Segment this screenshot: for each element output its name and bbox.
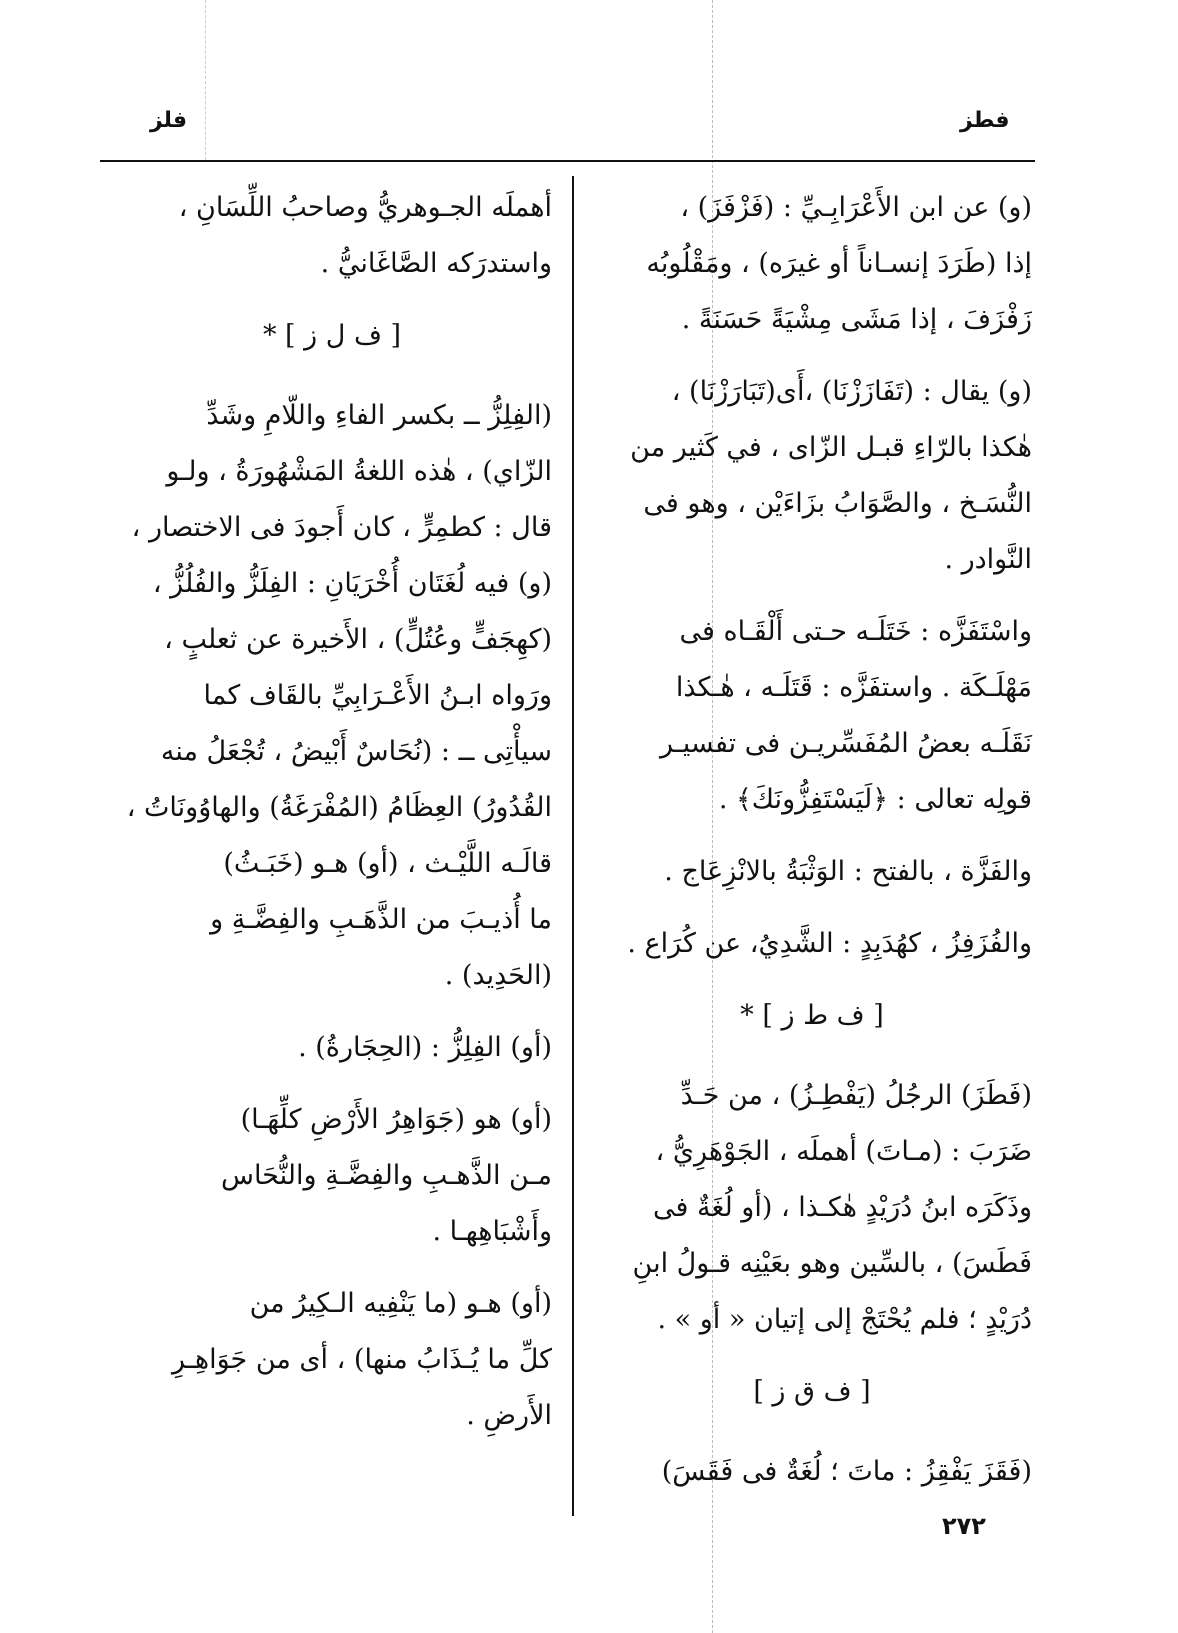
text-line: (و) فيه لُغَتَان أُخْرَيَانِ : الفِلَزُّ والفُلُزُّ ، [152,568,552,599]
text-line: قال : كطمِرٍّ ، كان أَجودَ فى الاختصار ، [131,512,552,543]
text-line: (أو) الفِلِزُّ : (الحِجَارةُ) . [298,1032,552,1063]
text-line: أهملَه الجـوهريُّ وصاحبُ اللِّسَانِ ، [178,192,552,223]
text-line: (كهِجَفٍّ وعُتُلٍّ) ، الأَخيرة عن ثعلبٍ ، [164,624,552,655]
text-line: (فَقَزَ يَفْقِزُ : ماتَ ؛ لُغَةٌ فى فَقَسَ) [661,1456,1032,1487]
text-line: (أو) هو (جَوَاهِرُ الأَرْضِ كلِّهَـا) [240,1104,552,1135]
text-line: القُدُورُ) العِظَامُ (المُفْرَغَةُ) والهاوُونَاتُ ، [126,792,552,823]
paragraph [112,1092,552,1260]
scan-artifact-line [205,0,207,160]
text-line: وذَكَرَه ابنُ دُرَيْدٍ هٰكـذا ، (أو لُغَةٌ فى [652,1192,1032,1223]
text-line: الأَرضِ . [466,1400,552,1431]
text-line: سيأْتِى ــ : (نُحَاسٌ أَبْيضُ ، تُجْعَلُ منه [160,736,552,767]
entry-heading: [ ف ل ز ] * [262,320,402,351]
header-left-word: فلز [150,108,188,133]
text-line: فَطَسَ) ، بالسِّين وهو بعَيْنِه قـولُ ابنِ [632,1248,1032,1279]
paragraph [592,604,1032,828]
header-rule [100,160,1035,162]
paragraph [112,1276,552,1444]
text-line: وأَشْبَاهِهـا . [432,1216,552,1247]
text-line: النُّسَـخ ، والصَّوَابُ بزَاءَيْن ، وهو فى [643,488,1032,519]
text-line: كلِّ ما يُـذَابُ منها) ، أى من جَوَاهِـرِ [172,1344,552,1375]
paragraph [112,180,552,292]
text-line: ما أُذيـبَ من الذَّهَـبِ والفِضَّـةِ و [210,904,552,935]
text-line: (الحَدِيد) . [444,960,552,991]
paragraph [592,916,1032,972]
text-line: واسْتَفَزَّه : خَتَلَـه حـتى أَلْقَـاه فى [679,616,1032,647]
left-column [112,180,552,1460]
paragraph [112,388,552,1004]
text-line: والفَزَّة ، بالفتح : الوَثْبَةُ بالانْزِعَاج . [664,856,1032,887]
text-line: زَفْزَفَ ، إذا مَشَى مِشْيَةً حَسَنَةً . [681,304,1032,335]
text-line: دُرَيْدٍ ؛ فلم يُحْتَجْ إلى إتيان « أو » . [657,1304,1032,1335]
text-line: النَّوادر . [944,544,1032,575]
paragraph [592,180,1032,348]
text-line: (أو) هـو (ما يَنْفِيه الـكِيرُ من [249,1288,552,1319]
paragraph [592,844,1032,900]
text-line: هٰكذا بالرّاءِ قبـل الزّاى ، في كَثير من [630,432,1032,463]
text-line: الزّاي) ، هٰذه اللغةُ المَشْهُورَةُ ، ولـو [166,456,552,487]
text-line: واستدرَكه الصَّاغَانيُّ . [320,248,552,279]
text-line: نَقَلَـه بعضُ المُفَسِّريـن فى تفسيـر [659,728,1032,759]
column-divider [572,176,574,1516]
entry-heading: [ ف ق ز ] [753,1376,871,1407]
paragraph [592,1444,1032,1500]
text-line: والفُزَفِزُ ، كهُدَبِدٍ : الشَّدِيُ، عن كُرَاع . [627,928,1032,959]
text-line: (و) عن ابن الأَعْرَابِـيِّ : (فَزْفَزَ) ، [680,192,1032,223]
text-line: (الفِلِزُّ ــ بكسر الفاءِ واللّامِ وشَدِّ [206,400,552,431]
text-line: (و) يقال : (تَفَازَزْنَا) ،أَى(تَبَارَزْنَا) ، [671,376,1032,407]
entry-heading: [ ف ط ز ] * [740,1000,884,1031]
text-line: ضَرَبَ : (مـاتَ) أهملَه ، الجَوْهَرِيُّ ، [655,1136,1032,1167]
text-line: مَهْلَـكَة . واستفَزَّه : قَتَلَـه ، هٰـكذا [675,672,1032,703]
text-line: مـن الذَّهـبِ والفِضَّـةِ والنُّحَاس [221,1160,552,1191]
text-line: قالَـه اللَّيْـث ، (أو) هـو (خَبَـثُ) [223,848,552,879]
text-line: قولِه تعالى : ﴿لَيَسْتَفِزُّونَكَ﴾ . [718,784,1032,815]
paragraph [112,1020,552,1076]
text-line: إذا (طَرَدَ إنسـاناً أو غيرَه) ، ومَقْلُوبُه [646,248,1032,279]
paragraph [592,364,1032,588]
header-right-word: فطز [960,108,1010,133]
right-column [592,180,1032,1516]
text-line: (فَطَزَ) الرجُلُ (يَفْطِـزُ) ، من حَـدِّ [680,1080,1032,1111]
page-number: ٢٧٢ [942,1512,986,1540]
paragraph [592,1068,1032,1348]
text-line: ورَواه ابـنُ الأَعْـرَابِيِّ بالقَاف كما [203,680,552,711]
